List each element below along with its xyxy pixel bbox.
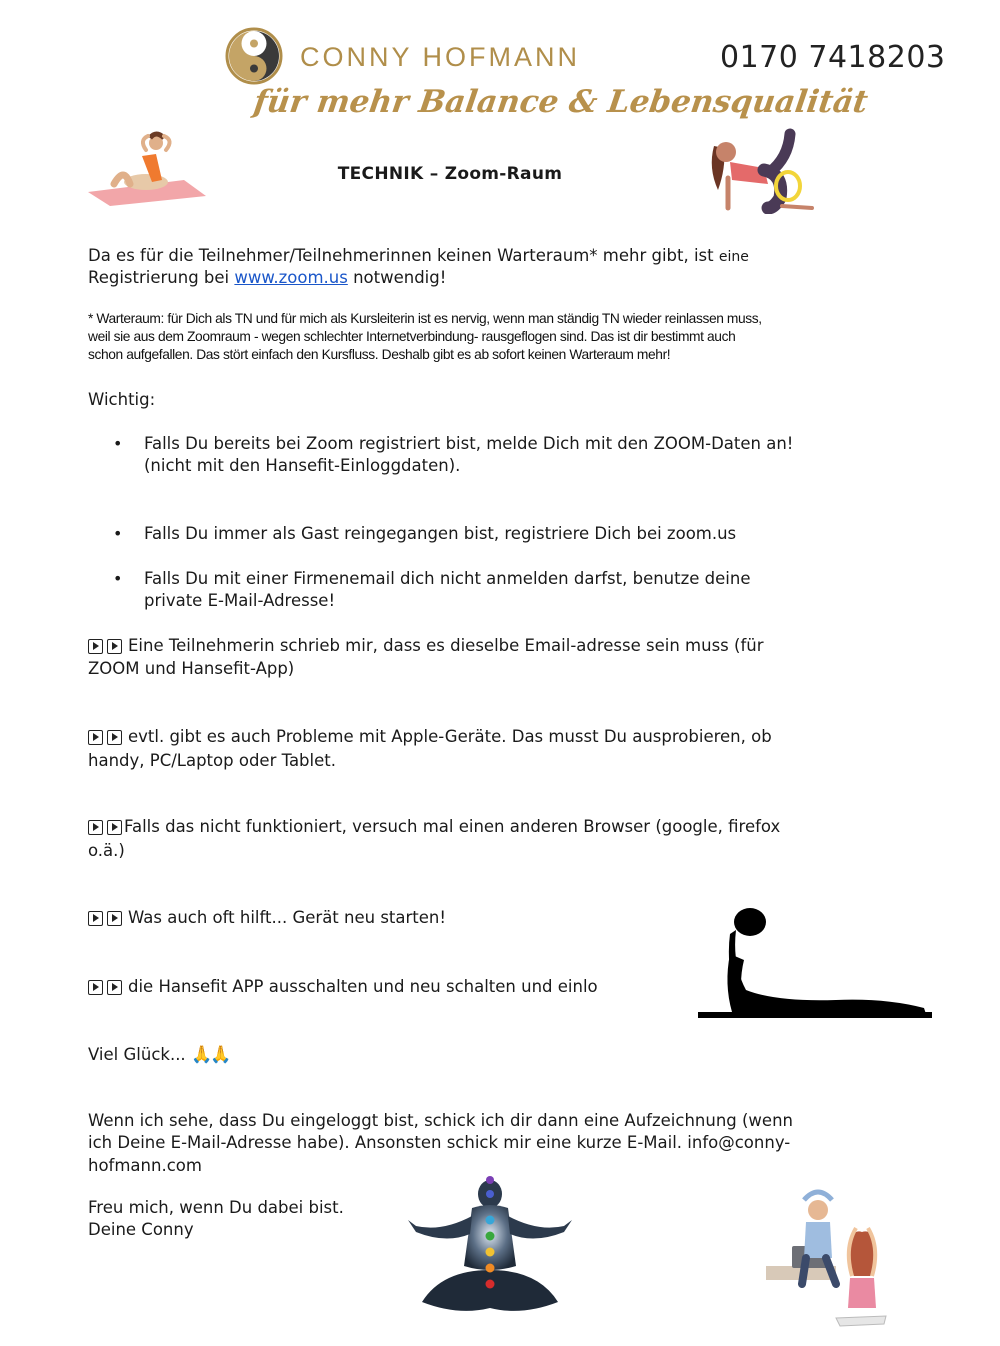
footnote-line-1: * Warteraum: für Dich als TN und für mich als Kursleiterin ist es nervig, wenn man ständig TN wieder reinlassen muss, <box>88 311 762 326</box>
woman-kneeling-leg-lift-illustration <box>704 128 820 214</box>
tip-1-line-1: Eine Teilnehmerin schrieb mir, dass es dieselbe Email-adresse sein muss (für <box>88 635 764 657</box>
office-stretching-illustration <box>766 1188 892 1328</box>
cobra-pose-silhouette <box>696 904 934 1022</box>
tip-2-line-1: evtl. gibt es auch Probleme mit Apple-Geräte. Das musst Du ausprobieren, ob <box>88 726 772 748</box>
tip-2-line-2: handy, PC/Laptop oder Tablet. <box>88 751 336 770</box>
bullet-3-line-1: Falls Du mit einer Firmenemail dich nicht anmelden darfst, benutze deine <box>144 569 751 588</box>
play-button-icon <box>88 820 103 835</box>
play-button-icon <box>107 820 122 835</box>
footnote-line-3: schon aufgefallen. Das stört einfach den Kursfluss. Deshalb gibt es ab sofort keinen Warteraum mehr! <box>88 347 671 362</box>
bullet-1-line-1: Falls Du bereits bei Zoom registriert bist, melde Dich mit den ZOOM-Daten an! <box>144 434 794 453</box>
good-luck-text: Viel Glück... 🙏🙏 <box>88 1045 230 1065</box>
play-button-icon <box>107 639 122 654</box>
bullet-2-line-1: Falls Du immer als Gast reingegangen bist, registriere Dich bei zoom.us <box>144 524 737 543</box>
closing-line-3: hofmann.com <box>88 1156 202 1175</box>
yin-yang-logo-icon <box>224 26 284 86</box>
play-button-icon <box>88 730 103 745</box>
tip-3-line-2: o.ä.) <box>88 841 125 860</box>
bullet-dot: • <box>113 569 123 588</box>
brand-tagline: für mehr Balance & Lebensqualität <box>251 84 871 120</box>
zoom-link[interactable]: www.zoom.us <box>234 268 348 287</box>
footnote-line-2: weil sie aus dem Zoomraum - wegen schlechter Internetverbindung- rausgeflogen sind. Das ist dir bestimmt auch <box>88 329 736 344</box>
intro-line-1: Da es für die Teilnehmer/Teilnehmerinnen keinen Warteraum* mehr gibt, ist eine <box>88 246 749 265</box>
page-title: TECHNIK – Zoom-Raum <box>337 164 563 184</box>
play-button-icon <box>107 730 122 745</box>
brand-name: CONNY HOFMANN <box>300 42 581 72</box>
tip-1-line-2: ZOOM und Hansefit-App) <box>88 659 295 678</box>
closing-line-2: ich Deine E-Mail-Adresse habe). Ansonsten schick mir eine kurze E-Mail. info@conny- <box>88 1133 791 1152</box>
play-button-icon <box>107 911 122 926</box>
tip-4-line-1: Was auch oft hilft... Gerät neu starten! <box>88 907 446 929</box>
bullet-dot: • <box>113 434 123 453</box>
bullet-1-line-2: (nicht mit den Hansefit-Einloggdaten). <box>144 456 461 475</box>
play-button-icon <box>88 980 103 995</box>
play-button-icon <box>107 980 122 995</box>
play-button-icon <box>88 639 103 654</box>
bullet-3-line-2: private E-Mail-Adresse! <box>144 591 336 610</box>
signoff-line-1: Freu mich, wenn Du dabei bist. <box>88 1198 344 1217</box>
play-button-icon <box>88 911 103 926</box>
closing-line-1: Wenn ich sehe, dass Du eingeloggt bist, schick ich dir dann eine Aufzeichnung (wenn <box>88 1111 793 1130</box>
bullet-dot: • <box>113 524 123 543</box>
meditation-chakra-figure <box>402 1174 578 1316</box>
phone-number: 0170 7418203 <box>720 40 946 75</box>
tip-5-line-1: die Hansefit APP ausschalten und neu schalten und einlo <box>88 976 672 998</box>
praying-hands-icon: 🙏🙏 <box>190 1045 230 1065</box>
signoff-line-2: Deine Conny <box>88 1220 194 1239</box>
important-label: Wichtig: <box>88 390 156 409</box>
intro-line-2: Registrierung bei www.zoom.us notwendig! <box>88 268 447 287</box>
tip-3-line-1: Falls das nicht funktioniert, versuch mal einen anderen Browser (google, firefox <box>88 816 780 838</box>
